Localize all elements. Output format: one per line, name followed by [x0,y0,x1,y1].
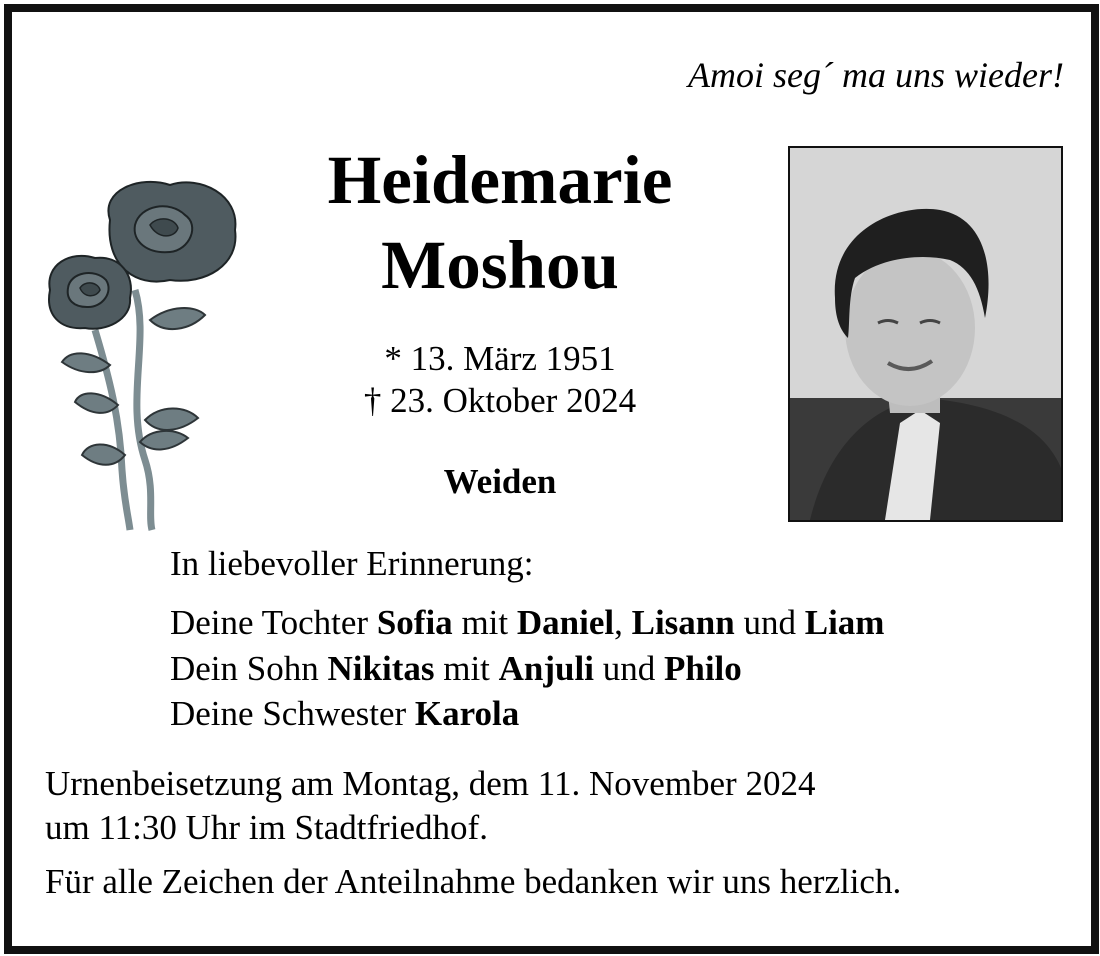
place-of-residence: Weiden [443,462,557,501]
life-dates [300,338,700,422]
thanks-text: Für alle Zeichen der Anteilnahme bedanken wir uns herzlich. [45,862,902,901]
portrait-illustration [790,148,1061,520]
burial-info [45,762,815,850]
family-line-daughter: Deine Tochter Sofia mit Daniel, Lisann und Liam [170,603,885,642]
name-nikitas: Nikitas [327,648,435,688]
name-lisann: Lisann [631,603,735,642]
birth-date: * 13. März 1951 [384,339,616,378]
deceased-name [250,138,750,308]
name-sofia: Sofia [376,603,453,642]
portrait-photo [788,146,1063,522]
burial-location: um 11:30 Uhr im Stadtfriedhof. [45,808,488,848]
rose-icon [40,170,250,535]
name-philo: Philo [663,648,742,688]
motto: Amoi seg´ ma uns wieder! [688,55,1064,95]
remembrance-heading: In liebevoller Erinnerung: [170,544,534,583]
family-line-sister: Deine Schwester Karola [170,694,520,733]
name-anjuli: Anjuli [498,648,594,688]
last-name: Moshou [381,226,619,303]
family-list [170,600,884,737]
death-date: † 23. Oktober 2024 [363,381,637,420]
name-daniel: Daniel [516,603,615,642]
first-name: Heidemarie [327,142,673,218]
name-liam: Liam [804,603,885,642]
burial-date: Urnenbeisetzung am Montag, dem 11. November 2024 [45,764,816,803]
name-karola: Karola [414,694,520,733]
family-line-son: Dein Sohn Nikitas mit Anjuli und Philo [170,648,742,688]
